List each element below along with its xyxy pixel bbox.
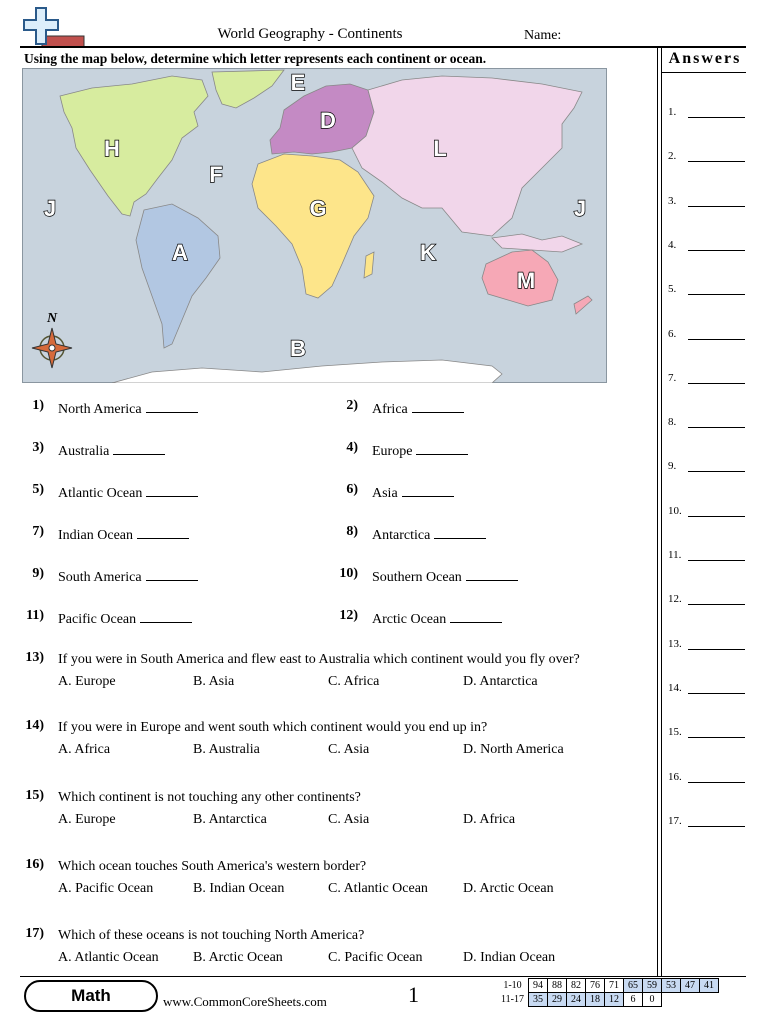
- question-text: If you were in South America and flew east to Australia which continent would you fly over?: [58, 652, 580, 667]
- answer-row[interactable]: [668, 368, 748, 384]
- answer-row[interactable]: [668, 722, 748, 738]
- answer-number: 9.: [668, 460, 677, 473]
- question-text: North America: [58, 402, 142, 417]
- map-letter-d: D: [320, 108, 336, 133]
- map-letter-b: B: [290, 336, 306, 361]
- score-cell: 76: [585, 979, 604, 993]
- answer-option[interactable]: D. North America: [463, 742, 564, 757]
- question-item: [372, 526, 486, 544]
- score-row-label: 11-17: [501, 994, 524, 1005]
- answer-blank[interactable]: [688, 516, 745, 517]
- answer-blank[interactable]: [688, 427, 745, 428]
- question-number: 15): [25, 788, 44, 803]
- answer-blank[interactable]: [688, 604, 745, 605]
- answer-blank[interactable]: [412, 400, 464, 413]
- map-letter-e: E: [290, 70, 306, 95]
- answer-blank[interactable]: [688, 339, 745, 340]
- answers-divider-inner: [661, 46, 662, 976]
- map-letter-l: L: [433, 136, 447, 161]
- answer-option[interactable]: D. Indian Ocean: [463, 950, 556, 965]
- answer-number: 4.: [668, 238, 677, 251]
- map-letter-j-east: J: [573, 196, 587, 221]
- question-number: 1): [32, 398, 44, 413]
- answer-option[interactable]: C. Africa: [328, 674, 380, 689]
- answer-blank[interactable]: [434, 526, 486, 539]
- score-cell: 47: [680, 979, 699, 993]
- answer-blank[interactable]: [688, 737, 745, 738]
- answer-row[interactable]: [668, 412, 748, 428]
- answer-number: 2.: [668, 150, 677, 163]
- answer-option[interactable]: D. Arctic Ocean: [463, 881, 554, 896]
- answer-blank[interactable]: [146, 400, 198, 413]
- score-cell: 12: [604, 993, 623, 1007]
- question-item: [372, 484, 454, 502]
- question-text: Which of these oceans is not touching North America?: [58, 928, 365, 943]
- answer-row[interactable]: [668, 102, 748, 118]
- score-cell: 82: [566, 979, 585, 993]
- answer-number: 7.: [668, 371, 677, 384]
- score-cell: 94: [528, 979, 547, 993]
- map-letter-g: G: [309, 196, 327, 221]
- answer-option[interactable]: C. Pacific Ocean: [328, 950, 423, 965]
- map-letter-m: M: [516, 268, 536, 293]
- answer-number: 16.: [668, 770, 682, 783]
- question-number: 7): [32, 524, 44, 539]
- answer-blank[interactable]: [146, 568, 198, 581]
- answer-blank[interactable]: [688, 294, 745, 295]
- answer-row[interactable]: [668, 235, 748, 251]
- answer-number: 15.: [668, 726, 682, 739]
- question-number: 17): [25, 926, 44, 941]
- answer-row[interactable]: [668, 146, 748, 162]
- answer-number: 6.: [668, 327, 677, 340]
- answer-blank[interactable]: [688, 250, 745, 251]
- map-letter-j-west: J: [43, 196, 57, 221]
- question-text: Indian Ocean: [58, 528, 134, 543]
- score-cell: 65: [623, 979, 642, 993]
- answer-option[interactable]: A. Pacific Ocean: [58, 881, 154, 896]
- answers-title: Answers: [668, 50, 742, 67]
- answer-row[interactable]: [668, 767, 748, 783]
- score-row: [498, 993, 718, 1007]
- answer-row[interactable]: [668, 501, 748, 517]
- question-number: 3): [32, 440, 44, 455]
- answer-blank[interactable]: [402, 484, 454, 497]
- answer-blank[interactable]: [688, 206, 745, 207]
- question-text: Africa: [372, 402, 408, 417]
- map-letter-a: A: [172, 240, 188, 265]
- answer-blank[interactable]: [688, 560, 745, 561]
- map-letter-k: K: [420, 240, 436, 265]
- question-number: 8): [346, 524, 358, 539]
- answer-number: 13.: [668, 637, 682, 650]
- footer-divider: [20, 976, 746, 977]
- answer-blank[interactable]: [688, 117, 745, 118]
- question-number: 2): [346, 398, 358, 413]
- question-number: 12): [339, 608, 358, 623]
- answer-blank[interactable]: [688, 383, 745, 384]
- answer-row[interactable]: [668, 191, 748, 207]
- answer-option[interactable]: D. Antarctica: [463, 674, 538, 689]
- answer-number: 3.: [668, 194, 677, 207]
- question-item: [372, 442, 468, 460]
- question-text: Atlantic Ocean: [58, 486, 143, 501]
- score-cell: 29: [547, 993, 566, 1007]
- answer-row[interactable]: [668, 324, 748, 340]
- answer-blank[interactable]: [140, 610, 192, 623]
- score-cell: 0: [642, 993, 661, 1007]
- page-number: 1: [408, 982, 419, 1007]
- score-cell: 35: [528, 993, 547, 1007]
- math-badge: Math: [24, 980, 158, 1012]
- header-divider: [20, 46, 746, 48]
- answer-number: 17.: [668, 814, 682, 827]
- name-label: Name:: [524, 28, 562, 43]
- question-item: [372, 568, 518, 586]
- answer-option[interactable]: B. Antarctica: [193, 812, 267, 827]
- answer-row[interactable]: [668, 634, 748, 650]
- answer-blank[interactable]: [688, 693, 745, 694]
- answer-option[interactable]: A. Atlantic Ocean: [58, 950, 159, 965]
- question-item: [58, 610, 192, 628]
- question-item: [58, 568, 198, 586]
- answer-option[interactable]: A. Europe: [58, 812, 116, 827]
- answer-option[interactable]: C. Asia: [328, 812, 370, 827]
- answer-blank[interactable]: [416, 442, 468, 455]
- answer-option[interactable]: B. Indian Ocean: [193, 881, 285, 896]
- answer-blank[interactable]: [146, 484, 198, 497]
- answer-row[interactable]: [668, 545, 748, 561]
- question-number: 13): [25, 650, 44, 665]
- answer-row[interactable]: [668, 279, 748, 295]
- question-item: [58, 442, 165, 460]
- answer-blank[interactable]: [450, 610, 502, 623]
- answers-title-rule: [662, 72, 746, 73]
- question-text: Australia: [58, 444, 110, 459]
- site-url[interactable]: www.CommonCoreSheets.com: [163, 994, 327, 1009]
- page-title: World Geography - Continents: [217, 26, 403, 42]
- answer-option[interactable]: A. Africa: [58, 742, 111, 757]
- answer-number: 1.: [668, 106, 677, 118]
- answer-number: 12.: [668, 593, 682, 606]
- question-number: 11): [26, 608, 44, 623]
- answer-blank[interactable]: [113, 442, 165, 455]
- question-item: [58, 526, 189, 544]
- question-item: [58, 484, 198, 502]
- answer-number: 8.: [668, 416, 677, 429]
- question-number: 14): [25, 718, 44, 733]
- answer-option[interactable]: B. Asia: [193, 674, 235, 689]
- question-text: If you were in Europe and went south which continent would you end up in?: [58, 720, 488, 735]
- answers-divider-outer: [657, 46, 658, 976]
- question-number: 5): [32, 482, 44, 497]
- question-number: 10): [339, 566, 358, 581]
- instructions: Using the map below, determine which letter represents each continent or ocean.: [24, 51, 487, 66]
- answer-number: 5.: [668, 283, 677, 296]
- answer-blank[interactable]: [688, 161, 745, 162]
- answer-option[interactable]: B. Australia: [193, 742, 260, 757]
- answer-number: 10.: [668, 504, 682, 517]
- question-text: Which ocean touches South America's western border?: [58, 859, 367, 874]
- answer-row[interactable]: [668, 589, 748, 605]
- answer-row[interactable]: [668, 678, 748, 694]
- score-cell: 41: [699, 979, 718, 993]
- answer-blank[interactable]: [688, 649, 745, 650]
- answer-option[interactable]: B. Arctic Ocean: [193, 950, 283, 965]
- question-text: South America: [58, 570, 142, 585]
- map-letter-h: H: [104, 136, 120, 161]
- question-text: Antarctica: [372, 528, 431, 543]
- score-table: [498, 978, 719, 1007]
- score-cell: 6: [623, 993, 642, 1007]
- score-cell: 53: [661, 979, 680, 993]
- question-text: Pacific Ocean: [58, 612, 137, 627]
- score-cell: 59: [642, 979, 661, 993]
- score-row-label: 1-10: [503, 980, 522, 991]
- question-number: 9): [32, 566, 44, 581]
- world-map: [22, 68, 607, 383]
- score-cell: 88: [547, 979, 566, 993]
- question-text: Which continent is not touching any other continents?: [58, 790, 361, 805]
- map-letter-f: F: [209, 162, 223, 187]
- question-number: 16): [25, 857, 44, 872]
- answer-option[interactable]: C. Asia: [328, 742, 370, 757]
- score-row: [498, 979, 718, 993]
- answer-blank[interactable]: [688, 471, 745, 472]
- score-cell: 71: [604, 979, 623, 993]
- answer-option[interactable]: C. Atlantic Ocean: [328, 881, 428, 896]
- answer-blank[interactable]: [688, 826, 745, 827]
- question-item: [372, 400, 464, 418]
- answer-option[interactable]: D. Africa: [463, 812, 516, 827]
- question-text: Arctic Ocean: [372, 612, 447, 627]
- answer-blank[interactable]: [137, 526, 189, 539]
- question-item: [372, 610, 502, 628]
- answer-number: 14.: [668, 681, 682, 694]
- answer-blank[interactable]: [688, 782, 745, 783]
- question-text: Asia: [372, 486, 398, 501]
- question-text: Europe: [372, 444, 413, 459]
- question-text: Southern Ocean: [372, 570, 462, 585]
- answer-blank[interactable]: [466, 568, 518, 581]
- score-cell: 18: [585, 993, 604, 1007]
- answer-option[interactable]: A. Europe: [58, 674, 116, 689]
- score-cell: 24: [566, 993, 585, 1007]
- answer-row[interactable]: [668, 456, 748, 472]
- question-number: 6): [346, 482, 358, 497]
- answer-row[interactable]: [668, 811, 748, 827]
- question-number: 4): [346, 440, 358, 455]
- question-item: [58, 400, 198, 418]
- answer-number: 11.: [668, 549, 682, 561]
- compass-north-label: N: [46, 311, 58, 326]
